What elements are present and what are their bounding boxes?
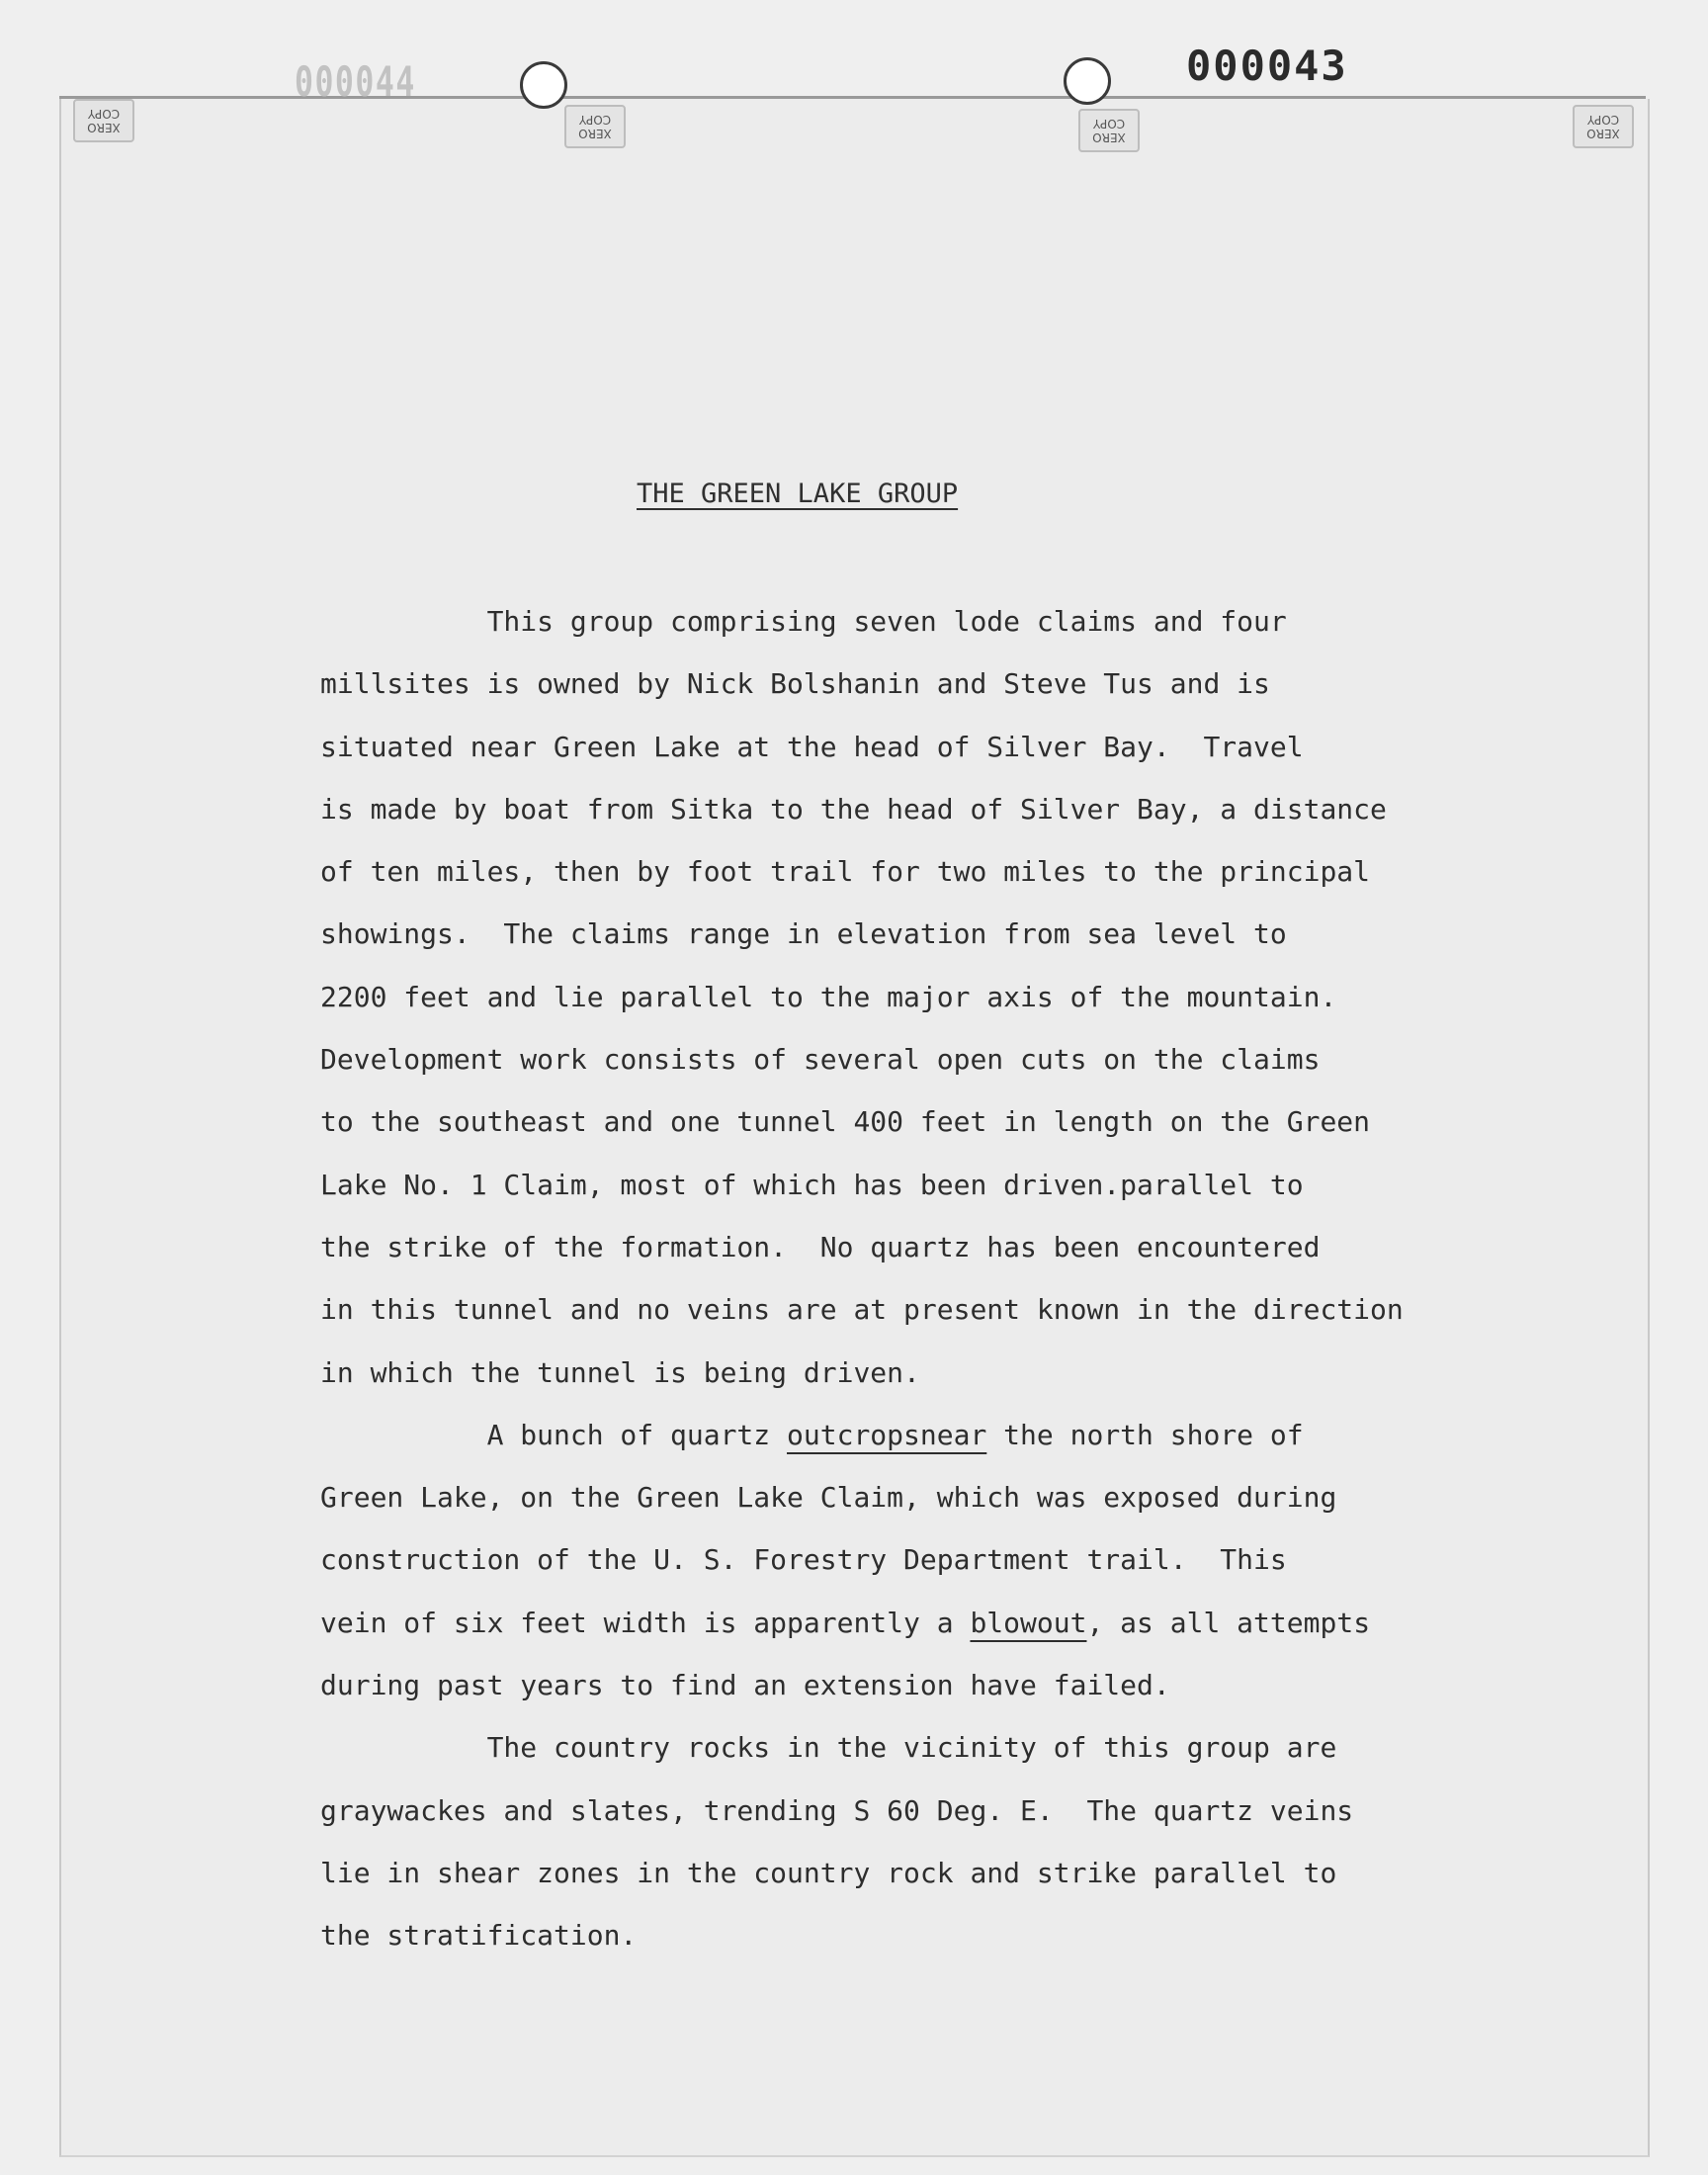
- text-segment: the north shore of: [986, 1418, 1304, 1451]
- text-line: the stratification.: [320, 1919, 638, 1953]
- text-line: The country rocks in the vicinity of this group are: [320, 1731, 1337, 1765]
- punch-hole-left: [520, 61, 567, 109]
- text-line: situated near Green Lake at the head of Silver Bay. Travel: [320, 730, 1304, 763]
- text-line: Lake No. 1 Claim, most of which has been driven.parallel to: [320, 1168, 1304, 1201]
- text-segment: A bunch of quartz: [320, 1418, 788, 1451]
- text-line: millsites is owned by Nick Bolshanin and Steve Tus and is: [320, 667, 1270, 701]
- underlined-word: outcropsnear: [787, 1418, 987, 1451]
- text-line: Green Lake, on the Green Lake Claim, which was exposed during: [320, 1481, 1337, 1515]
- text-segment: , as all attempts: [1086, 1606, 1371, 1639]
- text-line: in this tunnel and no veins are at present known in the direction: [320, 1293, 1404, 1327]
- punch-hole-right: [1064, 57, 1111, 105]
- page-number: 000043: [1186, 42, 1348, 90]
- text-line: Development work consists of several open cuts on the claims: [320, 1043, 1321, 1077]
- body-text: [320, 597, 1566, 1974]
- text-line: lie in shear zones in the country rock and strike parallel to: [320, 1856, 1337, 1889]
- text-line: of ten miles, then by foot trail for two miles to the principal: [320, 855, 1371, 889]
- text-line: is made by boat from Sitka to the head of Silver Bay, a distance: [320, 792, 1387, 826]
- text-line: in which the tunnel is being driven.: [320, 1355, 920, 1389]
- xero-copy-tab-3: XERO COPY: [1078, 109, 1140, 152]
- text-segment: vein of six feet width is apparently a: [320, 1606, 971, 1639]
- text-line: construction of the U. S. Forestry Department trail. This: [320, 1543, 1287, 1577]
- text-line: during past years to find an extension have failed.: [320, 1669, 1170, 1702]
- text-line: [320, 1599, 1566, 1661]
- underlined-word: blowout: [970, 1606, 1087, 1639]
- text-line: the strike of the formation. No quartz has been encountered: [320, 1230, 1321, 1263]
- text-line: [320, 1411, 1566, 1473]
- xero-copy-tab-2: XERO COPY: [564, 105, 626, 148]
- text-line: This group comprising seven lode claims and four: [320, 605, 1287, 638]
- document-title: THE GREEN LAKE GROUP: [637, 478, 959, 509]
- text-line: showings. The claims range in elevation from sea level to: [320, 917, 1287, 951]
- text-line: to the southeast and one tunnel 400 feet in length on the Green: [320, 1105, 1371, 1139]
- xero-copy-tab-4: XERO COPY: [1573, 105, 1634, 148]
- text-line: graywackes and slates, trending S 60 Deg. E. The quartz veins: [320, 1793, 1354, 1827]
- faded-page-number: 000044: [295, 57, 416, 106]
- xero-copy-tab-1: XERO COPY: [73, 99, 134, 142]
- text-line: 2200 feet and lie parallel to the major axis of the mountain.: [320, 980, 1337, 1013]
